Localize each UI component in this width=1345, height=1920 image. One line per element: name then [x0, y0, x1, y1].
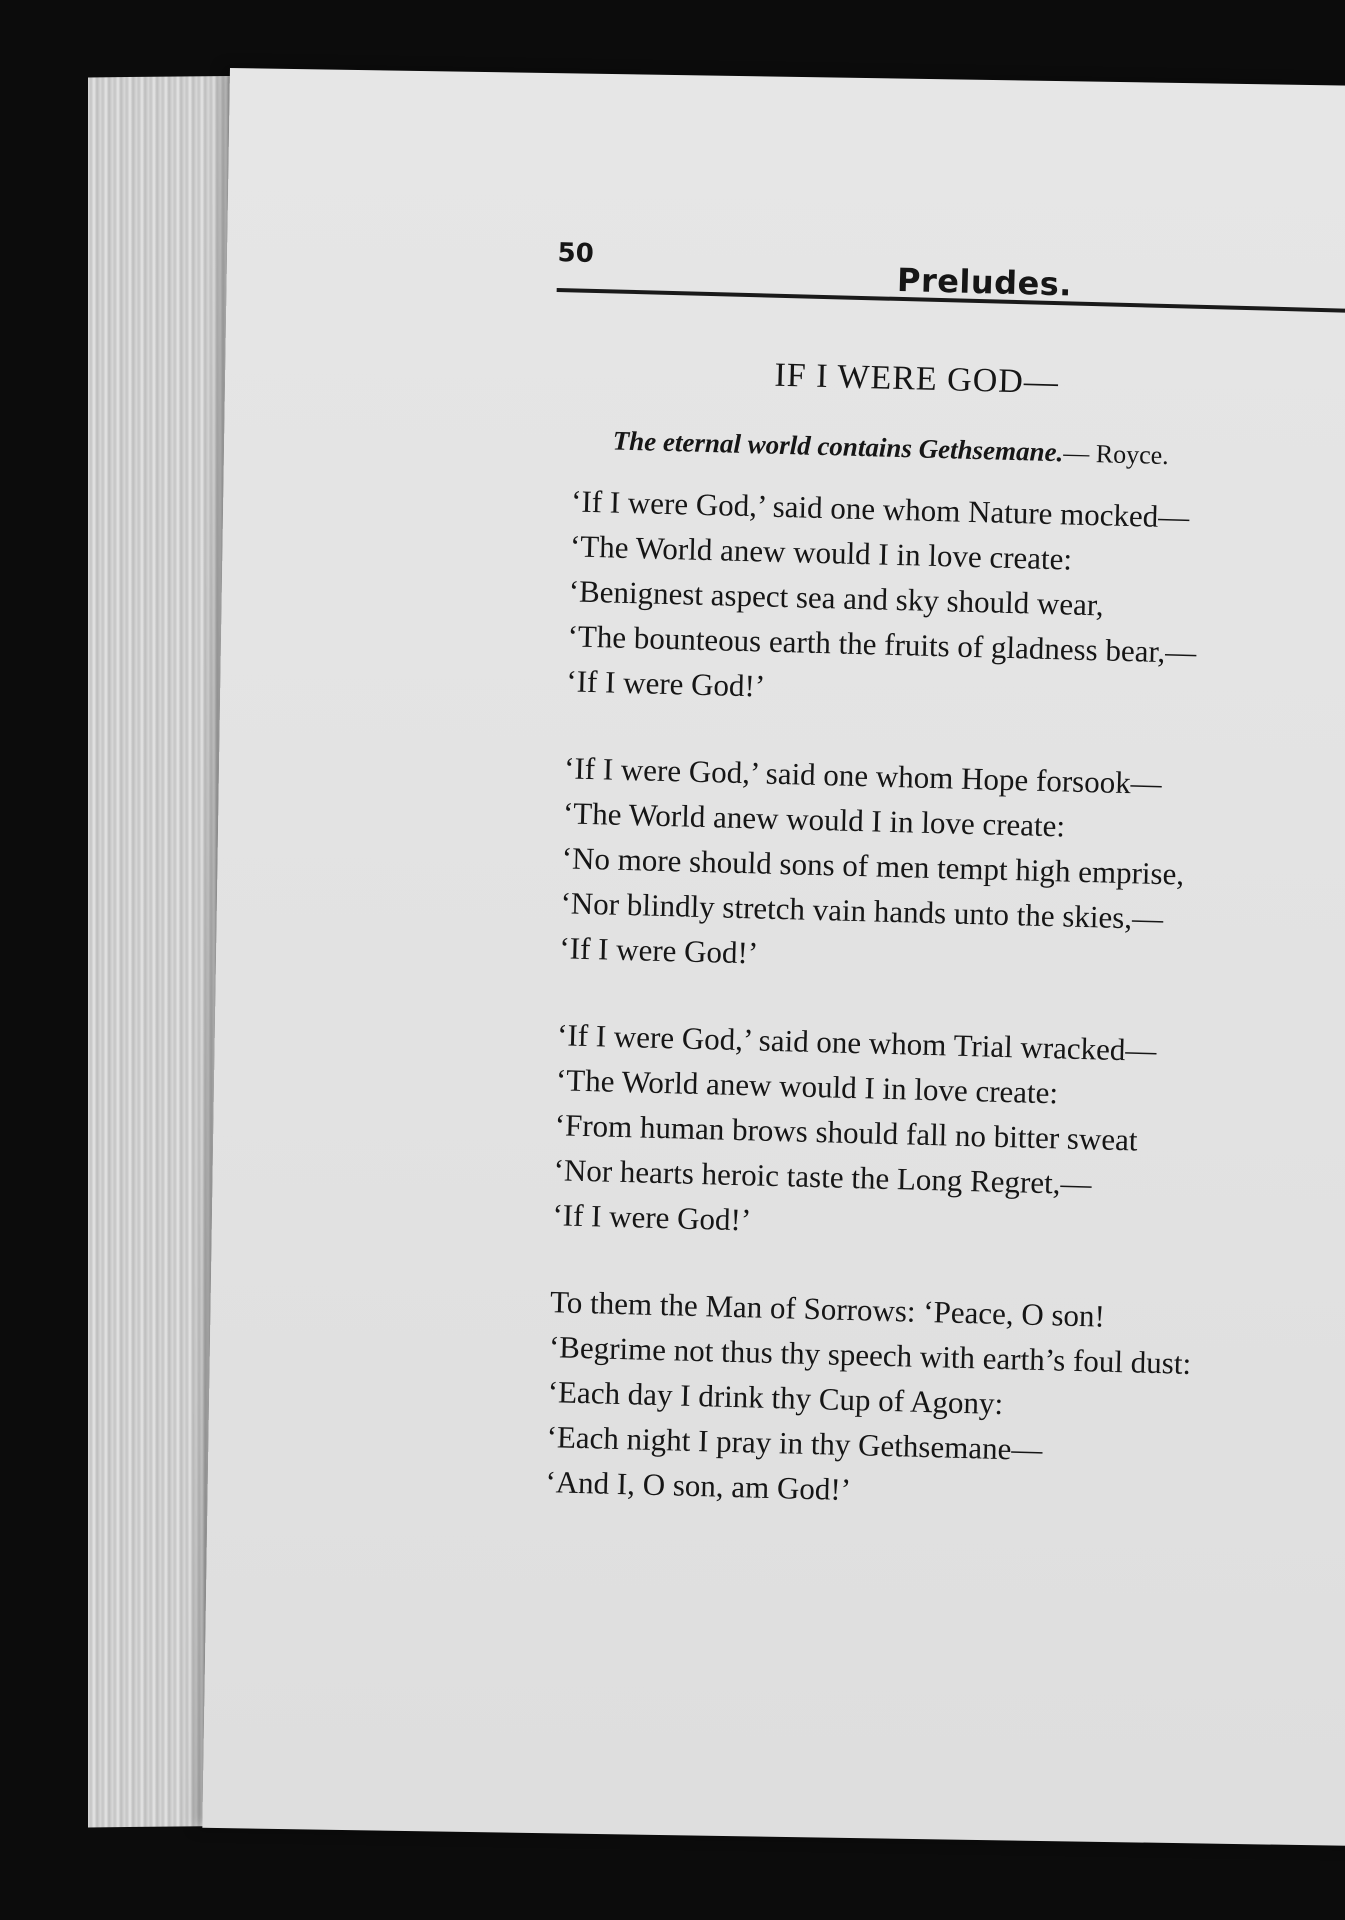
poem-line: ‘If I were God,’ said one whom Nature mocked—	[570, 483, 1190, 535]
running-title: Preludes.	[896, 260, 1073, 304]
poem-line: ‘If I were God!’	[558, 930, 759, 971]
page-number: 50	[557, 237, 595, 269]
poem-body	[544, 478, 1345, 1567]
poem-line: To them the Man of Sorrows: ‘Peace, O son!	[549, 1284, 1106, 1334]
poem-line: ‘Nor blindly stretch vain hands unto the skies,—	[560, 885, 1164, 937]
poem-title: IF I WERE GOD—	[774, 356, 1060, 402]
poem-line: ‘Each night I pray in thy Gethsemane—	[546, 1419, 1043, 1468]
poem-line: ‘Begrime not thus thy speech with earth’s foul dust:	[548, 1329, 1192, 1381]
poem-line: ‘If I were God!’	[565, 663, 766, 704]
poem-line: ‘The World anew would I in love create:	[555, 1062, 1059, 1111]
poem-line: ‘No more should sons of men tempt high emprise,	[561, 840, 1185, 892]
poem-line: ‘If I were God!’	[552, 1197, 752, 1238]
stanza-3	[552, 1012, 1345, 1258]
poem-line: ‘The World anew would I in love create:	[569, 528, 1073, 577]
poem-line: ‘The bounteous earth the fruits of gladness bear,—	[567, 618, 1197, 670]
stanza-4	[545, 1279, 1345, 1525]
poem-line: ‘And I, O son, am God!’	[545, 1464, 852, 1508]
poem-line: ‘If I were God,’ said one whom Trial wracked—	[556, 1017, 1157, 1068]
stanza-2	[559, 745, 1345, 991]
epigraph-attribution: — Royce.	[1062, 438, 1170, 471]
stanza-1	[566, 478, 1345, 724]
poem-line: ‘Each day I drink thy Cup of Agony:	[547, 1374, 1004, 1422]
epigraph-quote: The eternal world contains Gethsemane.	[612, 425, 1064, 468]
poem-line: ‘If I were God,’ said one whom Hope forsook—	[563, 750, 1163, 801]
poem-line: ‘The World anew would I in love create:	[562, 795, 1066, 844]
poem-line: ‘Benignest aspect sea and sky should wear,	[568, 573, 1105, 623]
poem-line: ‘Nor hearts heroic taste the Long Regret,—	[553, 1152, 1092, 1202]
poem-line: ‘From human brows should fall no bitter sweat	[554, 1107, 1138, 1158]
